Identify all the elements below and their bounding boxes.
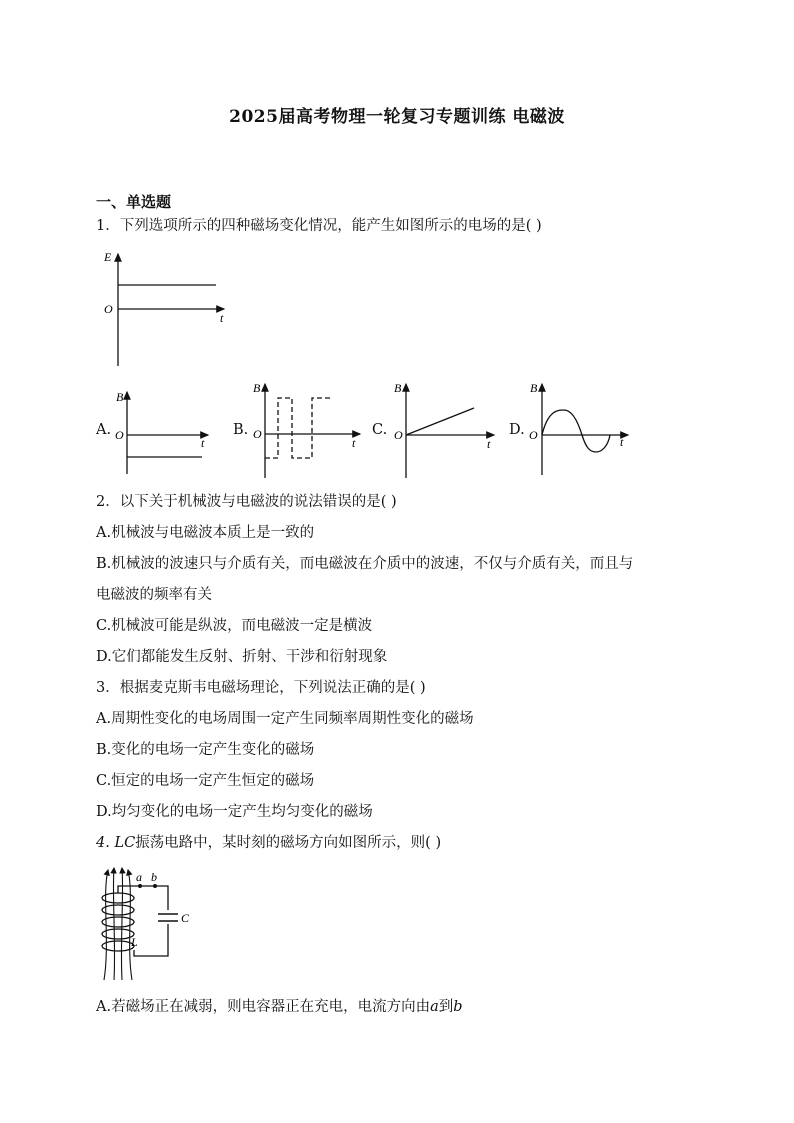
option-c-label: C.: [372, 422, 388, 438]
q2-option-c: C.机械波可能是纵波，而电磁波一定是横波: [96, 618, 373, 634]
label-a: a: [136, 870, 142, 884]
circuit-wire: [118, 886, 168, 910]
q1-e-field-graph: [96, 248, 236, 370]
label-c: C: [181, 911, 190, 925]
q3-option-a: A.周期性变化的电场周围一定产生同频率周期性变化的磁场: [96, 711, 474, 727]
q4-var-a: a: [430, 999, 439, 1015]
q3-option-d: D.均匀变化的电场一定产生均匀变化的磁场: [96, 804, 373, 820]
option-a-label: A.: [96, 422, 112, 438]
option-d-graph: [526, 380, 632, 478]
origin-label: O: [529, 428, 538, 442]
label-l: L: [131, 935, 138, 949]
origin-label: O: [394, 428, 403, 442]
inductor-coil: [102, 893, 134, 951]
q4-option-a: [96, 997, 463, 1017]
sine-wave-path: [542, 410, 610, 452]
question-4-stem: [96, 833, 441, 853]
option-c-graph: [390, 380, 498, 480]
question-4-number: 4.: [96, 835, 110, 851]
question-3-stem: 3．根据麦克斯韦电磁场理论，下列说法正确的是( ): [96, 680, 426, 696]
field-line: [121, 868, 122, 980]
option-b-label: B.: [233, 422, 249, 438]
q4-var-b: b: [453, 999, 463, 1015]
field-line: [113, 868, 114, 980]
q4-option-a-text: A.若磁场正在减弱，则电容器正在充电，电流方向由: [96, 999, 431, 1015]
q3-option-c: C.恒定的电场一定产生恒定的磁场: [96, 773, 315, 789]
y-axis-label: B: [116, 390, 124, 404]
y-axis-label: B: [530, 381, 538, 395]
circuit-wire: [134, 924, 168, 956]
document-title: 2025届高考物理一轮复习专题训练 电磁波: [229, 107, 565, 127]
origin-label: O: [104, 302, 113, 316]
y-axis-label: B: [394, 381, 402, 395]
label-b: b: [151, 870, 157, 884]
lc-symbol: LC: [114, 835, 136, 851]
option-b-graph: [248, 380, 366, 480]
q2-option-d: D.它们都能发生反射、折射、干涉和衍射现象: [96, 649, 388, 665]
x-axis-label: t: [620, 435, 624, 449]
q2-option-b-line2: 电磁波的频率有关: [96, 587, 212, 603]
x-axis-label: t: [201, 436, 205, 450]
x-axis-label: t: [220, 311, 224, 325]
square-wave-path: [265, 398, 330, 458]
q4-to: 到: [438, 999, 454, 1015]
x-axis-label: t: [487, 437, 491, 451]
option-a-graph: [110, 386, 215, 476]
node-a: [138, 884, 142, 888]
origin-label: O: [115, 428, 124, 442]
question-2-stem: 2．以下关于机械波与电磁波的说法错误的是( ): [96, 494, 397, 510]
q2-option-b-line1: B.机械波的波速只与介质有关，而电磁波在介质中的波速，不仅与介质有关，而且与: [96, 556, 634, 572]
y-axis-label: B: [253, 381, 261, 395]
option-d-label: D.: [509, 422, 525, 438]
lc-circuit-diagram: [92, 864, 202, 982]
q2-option-a: A.机械波与电磁波本质上是一致的: [96, 525, 315, 541]
x-axis-label: t: [352, 436, 356, 450]
section-heading: 一、单选题: [96, 193, 172, 211]
node-b: [153, 884, 157, 888]
question-4-stem-text: 振荡电路中，某时刻的磁场方向如图所示，则( ): [135, 835, 442, 851]
question-1-stem: 1．下列选项所示的四种磁场变化情况，能产生如图所示的电场的是( ): [96, 218, 542, 234]
b-linear-line: [406, 408, 474, 435]
y-axis-label: E: [104, 250, 112, 264]
origin-label: O: [253, 427, 262, 441]
q3-option-b: B.变化的电场一定产生变化的磁场: [96, 742, 315, 758]
